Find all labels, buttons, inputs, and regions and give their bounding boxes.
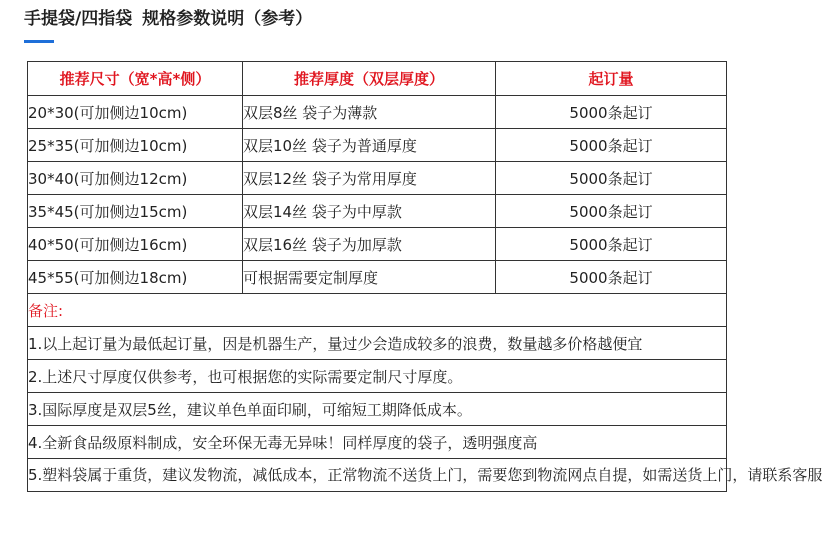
thickness-cell: 双层10丝 袋子为普通厚度 [243, 129, 496, 162]
thickness-cell: 双层12丝 袋子为常用厚度 [243, 162, 496, 195]
note-item: 2.上述尺寸厚度仅供参考，也可根据您的实际需要定制尺寸厚度。 [28, 360, 727, 393]
page-title [24, 8, 312, 30]
notes-heading-row [28, 294, 727, 327]
table-row [28, 228, 727, 261]
size-cell: 45*55(可加侧边18cm) [28, 261, 243, 294]
note-row [28, 360, 727, 393]
table-row [28, 162, 727, 195]
thickness-cell: 可根据需要定制厚度 [243, 261, 496, 294]
table-row [28, 261, 727, 294]
note-row [28, 459, 727, 492]
thickness-cell: 双层14丝 袋子为中厚款 [243, 195, 496, 228]
note-row [28, 327, 727, 360]
size-cell: 30*40(可加侧边12cm) [28, 162, 243, 195]
moq-cell: 5000条起订 [496, 195, 727, 228]
column-header-moq: 起订量 [496, 62, 727, 96]
title-main: 手提袋/四指袋 [24, 9, 133, 29]
moq-cell: 5000条起订 [496, 96, 727, 129]
column-header-thickness: 推荐厚度（双层厚度） [243, 62, 496, 96]
moq-cell: 5000条起订 [496, 261, 727, 294]
moq-cell: 5000条起订 [496, 162, 727, 195]
table-row [28, 129, 727, 162]
spec-table [27, 61, 822, 492]
thickness-cell: 双层16丝 袋子为加厚款 [243, 228, 496, 261]
column-header-size: 推荐尺寸（宽*高*侧） [28, 62, 243, 96]
title-subtitle: 规格参数说明（参考） [142, 9, 313, 29]
note-row [28, 393, 727, 426]
table-row [28, 96, 727, 129]
note-item: 3.国际厚度是双层5丝，建议单色单面印刷，可缩短工期降低成本。 [28, 393, 727, 426]
note-item: 5.塑料袋属于重货，建议发物流，减低成本，正常物流不送货上门，需要您到物流网点自提，如需送货上门，请联系客服 [28, 459, 727, 492]
table-row [28, 195, 727, 228]
size-cell: 20*30(可加侧边10cm) [28, 96, 243, 129]
note-row [28, 426, 727, 459]
size-cell: 40*50(可加侧边16cm) [28, 228, 243, 261]
thickness-cell: 双层8丝 袋子为薄款 [243, 96, 496, 129]
size-cell: 35*45(可加侧边15cm) [28, 195, 243, 228]
notes-heading: 备注: [28, 294, 727, 327]
moq-cell: 5000条起订 [496, 228, 727, 261]
moq-cell: 5000条起订 [496, 129, 727, 162]
title-accent-bar [24, 40, 54, 43]
note-item: 1.以上起订量为最低起订量，因是机器生产，量过少会造成较多的浪费，数量越多价格越便宜 [28, 327, 727, 360]
note-item: 4.全新食品级原料制成，安全环保无毒无异味！同样厚度的袋子，透明强度高 [28, 426, 727, 459]
size-cell: 25*35(可加侧边10cm) [28, 129, 243, 162]
table-header-row [28, 62, 727, 96]
